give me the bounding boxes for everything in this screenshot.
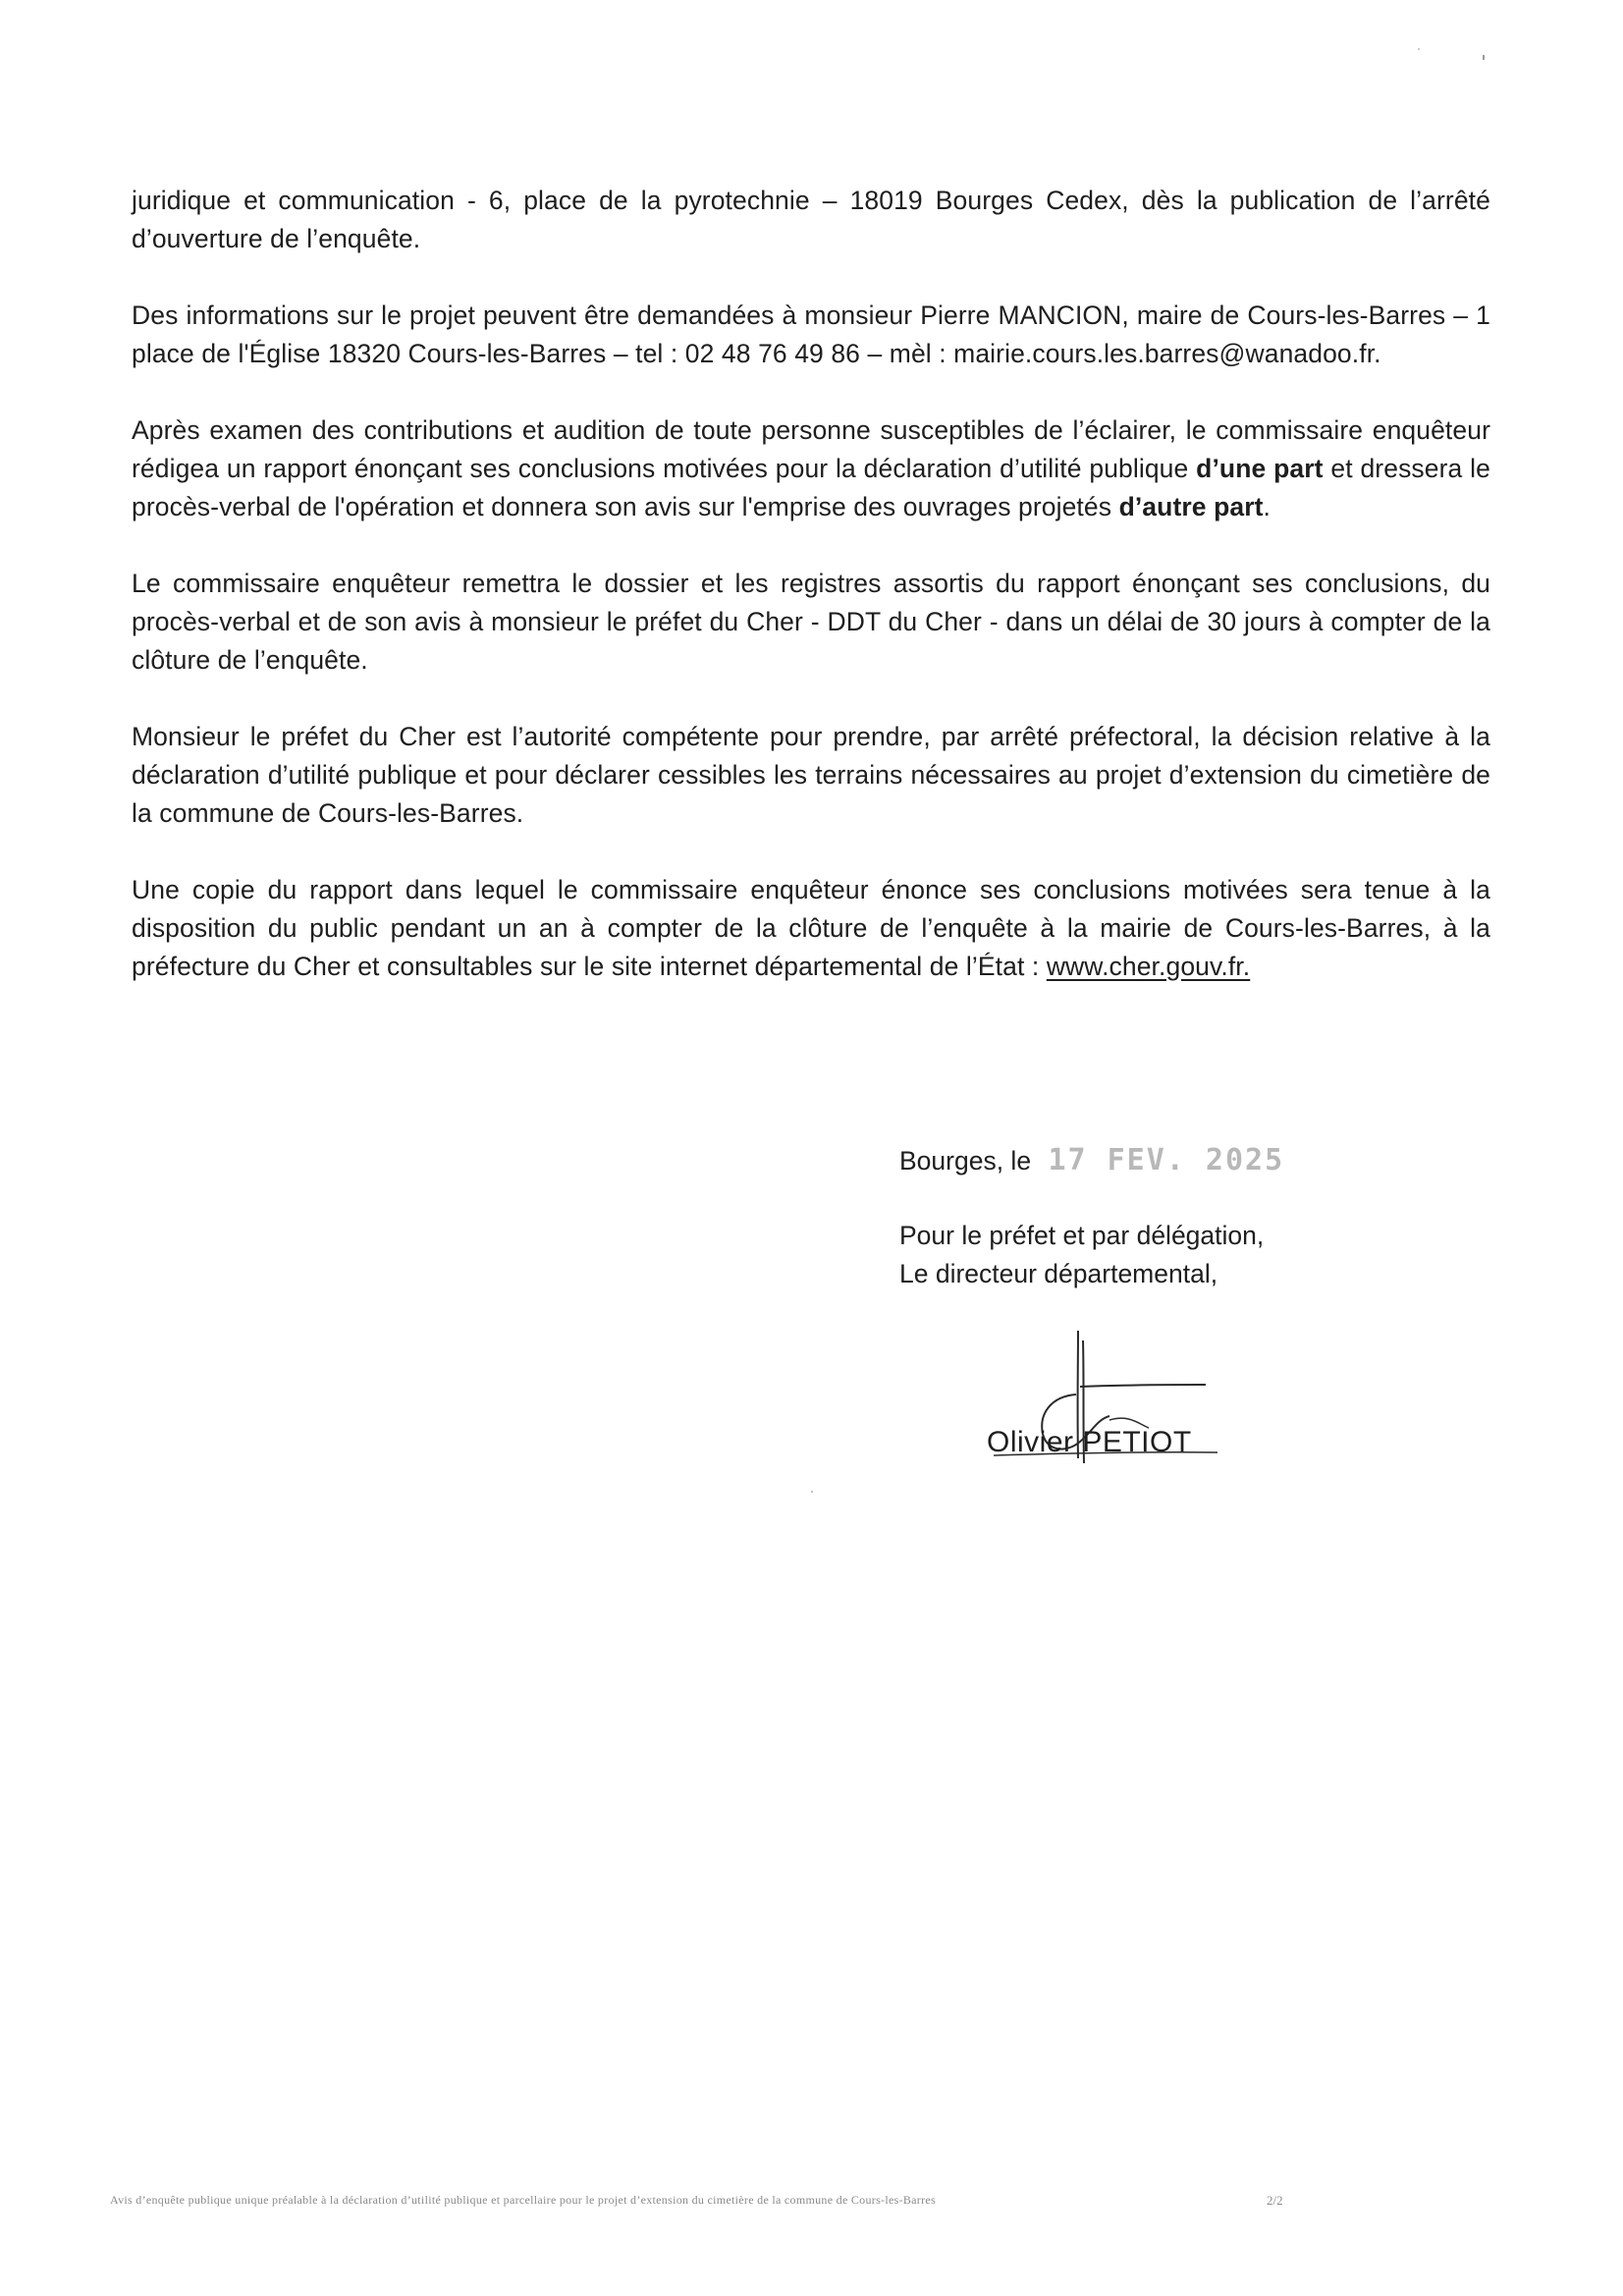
website-link[interactable]: www.cher.gouv.fr. <box>1046 952 1251 981</box>
scan-speck <box>1418 48 1420 50</box>
paragraph-authority: Monsieur le préfet du Cher est l’autorité compétente pour prendre, par arrêté préfectoral, la décision relative à la déclaration d’utilité publique et pour déclarer cessibles les terrains nécessaires au projet d’extension du cimetière de la commune de Cours-les-Barres. <box>132 722 1490 828</box>
scan-speck <box>1483 55 1485 60</box>
director-line: Le directeur départemental, <box>899 1259 1218 1288</box>
scan-speck <box>811 1491 813 1493</box>
page-number: 2/2 <box>1267 2193 1283 2208</box>
signer-name: Olivier PETIOT <box>987 1426 1192 1458</box>
paragraph-availability-text: Une copie du rapport dans lequel le commissaire enquêteur énonce ses conclusions motivées sera tenue à la disposition du public pendant un an à compter de la clôture de l’enquête à la mairie de Cours-les-Barres, à la préfecture du Cher et consultables sur le site internet départemental de l’État : <box>132 875 1490 981</box>
place-label: Bourges, le <box>899 1146 1032 1175</box>
signature-block <box>899 1141 1284 1293</box>
paragraph-contact: Des informations sur le projet peuvent être demandées à monsieur Pierre MANCION, maire de Cours-les-Barres – 1 place de l'Église 18320 Cours-les-Barres – tel : 02 48 76 49 86 – mèl : mairie.cours.les.barres@wanadoo.fr. <box>132 301 1490 368</box>
paragraph-report-emphasis-two: d’autre part <box>1118 492 1264 521</box>
paragraph-report <box>132 411 1490 526</box>
paragraph-submission: Le commissaire enquêteur remettra le dossier et les registres assortis du rapport énonçant ses conclusions, du procès-verbal et de son avis à monsieur le préfet du Cher - DDT du Cher - dans un délai de 30 jours à compter de la clôture de l’enquête. <box>132 569 1490 675</box>
paragraph-report-end: . <box>1263 492 1271 521</box>
date-line <box>899 1141 1284 1180</box>
footer-text: Avis d’enquête publique unique préalable à la déclaration d’utilité publique et parcellaire pour le projet d’extension du cimetière de la commune de Cours-les-Barres <box>110 2193 936 2207</box>
document-body <box>132 182 1490 1024</box>
paragraph-report-emphasis-one: d’une part <box>1196 454 1324 483</box>
paragraph-report-part-a: Après examen des contributions et audition de toute personne susceptibles de l’éclairer, le commissaire enquêteur rédigea un rapport énonçant ses conclusions motivées pour la déclaration d’utilité publique <box>132 415 1490 483</box>
paragraph-address: juridique et communication - 6, place de la pyrotechnie – 18019 Bourges Cedex, dès la publication de l’arrêté d’ouverture de l’enquête. <box>132 186 1490 253</box>
delegation-line: Pour le préfet et par délégation, <box>899 1221 1265 1250</box>
date-stamp: 17 FEV. 2025 <box>1048 1143 1285 1177</box>
paragraph-report-part-c: et dressera le procès-verbal de l'opération et donnera son avis sur l'emprise des ouvrages projetés <box>132 454 1490 521</box>
paragraph-availability <box>132 871 1490 986</box>
